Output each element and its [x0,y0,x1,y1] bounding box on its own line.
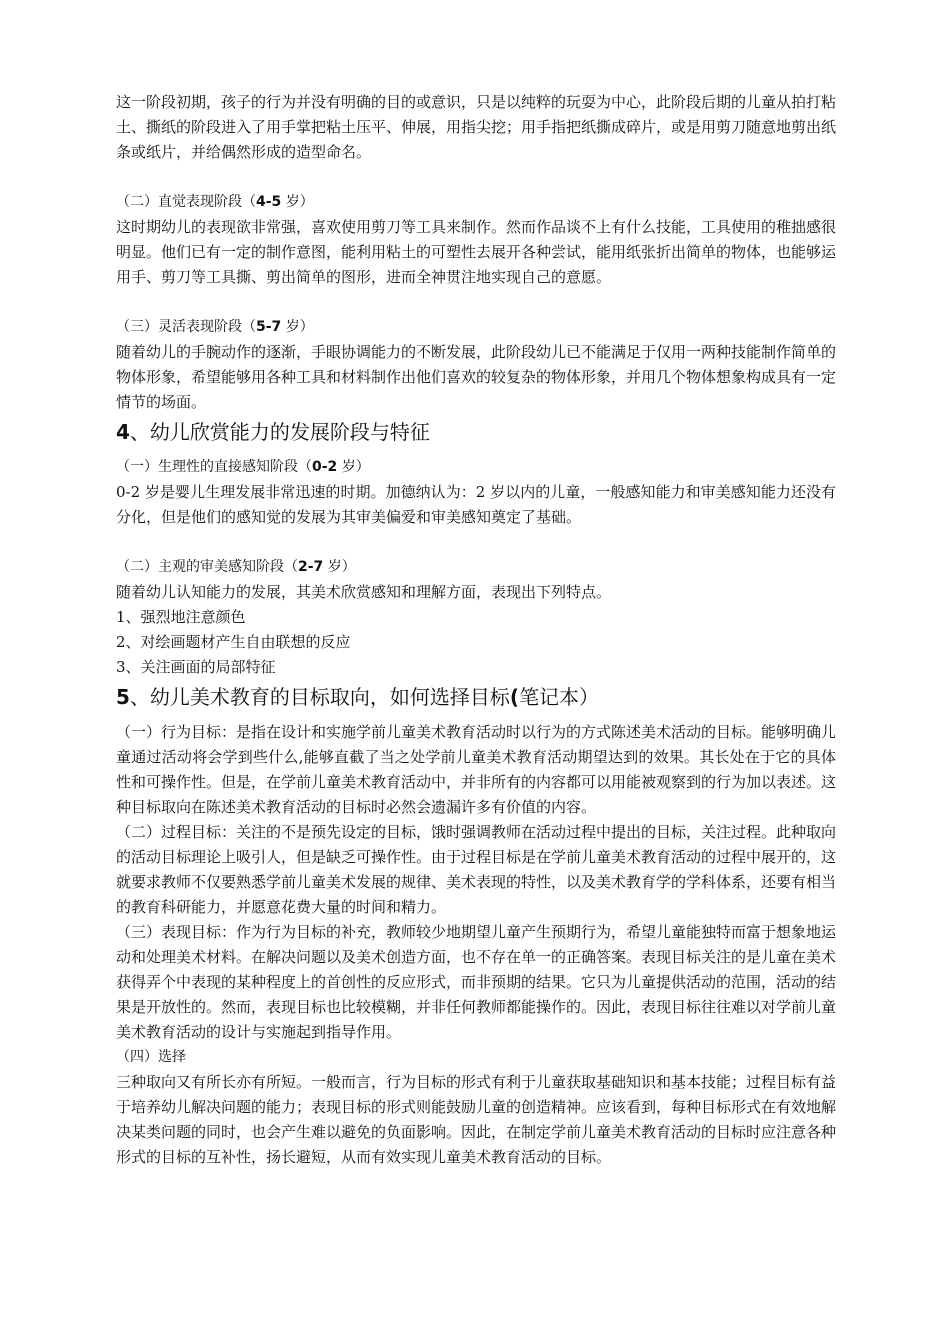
section4-sub2-heading-suffix: 岁） [323,559,356,575]
stage3-body: 随着幼儿的手腕动作的逐渐，手眼协调能力的不断发展，此阶段幼儿已不能满足于仅用一两种技能制作简单的物体形象，希望能够用各种工具和材料制作出他们喜欢的较复杂的物体形象，并用几个物体想象构成具有一定情节的场面。 [116,343,837,411]
section4-sub1-heading [116,455,836,480]
section5-behavior-goal: （一）行为目标：是指在设计和实施学前儿童美术教育活动时以行为的方式陈述美术活动的目标。能够明确儿童通过活动将会学到些什么,能够直截了当之处学前儿童美术教育活动期望达到的效果。其长处在于它的具体性和可操作性。但是，在学前儿童美术教育活动中，并非所有的内容都可以用能被观察到的行为加以表述。这种目标取向在陈述美术教育活动的目标时必然会遗漏许多有价值的内容。 [116,723,837,816]
intro-paragraph: 这一阶段初期，孩子的行为并没有明确的目的或意识，只是以纯粹的玩耍为中心，此阶段后期的儿童从拍打粘土、撕纸的阶段进入了用手掌把粘土压平、伸展，用指尖挖；用手指把纸撕成碎片，或是用剪刀随意地剪出纸条或纸片，并给偶然形成的造型命名。 [116,93,837,161]
stage3-heading-suffix: 岁） [281,319,314,335]
section4-sub1-heading-prefix: （一）生理性的直接感知阶段（ [116,459,312,475]
list-item: 3、关注画面的局部特征 [116,658,276,676]
spacer [116,530,836,555]
section4-title-text: 、幼儿欣赏能力的发展阶段与特征 [129,420,430,444]
stage3-heading-prefix: （三）灵活表现阶段（ [116,319,256,335]
section4-number: 4 [116,420,130,444]
section5-choice-body: 三种取向又有所长亦有所短。一般而言，行为目标的形式有利于儿童获取基础知识和基本技能；过程目标有益于培养幼儿解决问题的能力；表现目标的形式则能鼓励儿童的创造精神。应该看到，每种目标形式在有效地解决某类问题的同时，也会产生难以避免的负面影响。因此，在制定学前儿童美术教育活动的目标时应注意各种形式的目标的互补性，扬长避短，从而有效实现儿童美术教育活动的目标。 [116,1073,837,1166]
stage3-heading [116,315,836,340]
section4-title [116,415,836,449]
section5-title [116,680,836,714]
stage3-heading-age: 5-7 [256,319,282,335]
stage2-heading-age: 4-5 [256,194,282,210]
section4-sub1-heading-suffix: 岁） [337,459,370,475]
section5-number: 5 [116,685,130,709]
stage2-heading [116,190,836,215]
spacer [116,165,836,190]
section4-sub2-body: 随着幼儿认知能力的发展，其美术欣赏感知和理解方面，表现出下列特点。 [116,583,612,601]
section4-sub2-heading [116,555,836,580]
section5-title-tail: 笔记本） [519,685,600,709]
section5-title-text: 、幼儿美术教育的目标取向，如何选择目标 [129,685,510,709]
stage2-heading-suffix: 岁） [281,194,314,210]
section4-sub2-heading-age: 2-7 [298,559,324,575]
section5-choice-heading: （四）选择 [116,1049,186,1065]
section5-title-paren: ( [509,685,520,709]
spacer [116,290,836,315]
list-item: 1、强烈地注意颜色 [116,608,246,626]
stage2-heading-prefix: （二）直觉表现阶段（ [116,194,256,210]
section4-sub1-body: 0-2 岁是婴儿生理发展非常迅速的时期。加德纳认为：2 岁以内的儿童，一般感知能力和审美感知能力还没有分化，但是他们的感知觉的发展为其审美偏爱和审美感知奠定了基础。 [116,483,836,526]
section5-process-goal: （二）过程目标：关注的不是预先设定的目标，饿时强调教师在活动过程中提出的目标，关注过程。此种取向的活动目标理论上吸引人，但是缺乏可操作性。由于过程目标是在学前儿童美术教育活动的过程中展开的，这就要求教师不仅要熟悉学前儿童美术发展的规律、美术表现的特性，以及美术教育学的学科体系，还要有相当的教育科研能力，并愿意花费大量的时间和精力。 [116,823,837,916]
section4-sub2-heading-prefix: （二）主观的审美感知阶段（ [116,559,298,575]
document-page [116,90,836,1170]
list-item: 2、对绘画题材产生自由联想的反应 [116,633,351,651]
stage2-body: 这时期幼儿的表现欲非常强，喜欢使用剪刀等工具来制作。然而作品谈不上有什么技能，工具使用的稚拙感很明显。他们已有一定的制作意图，能利用粘土的可塑性去展开各种尝试，能用纸张折出简单的物体，也能够运用手、剪刀等工具撕、剪出简单的图形，进而全神贯注地实现自己的意愿。 [116,218,837,286]
section5-expressive-goal: （三）表现目标：作为行为目标的补充，教师较少地期望儿童产生预期行为，希望儿童能独特而富于想象地运动和处理美术材料。在解决问题以及美术创造方面，也不存在单一的正确答案。表现目标关注的是儿童在美术获得弄个中表现的某种程度上的首创性的反应形式，而非预期的结果。它只为儿童提供活动的范围，活动的结果是开放性的。然而，表现目标也比较模糊，并非任何教师都能操作的。因此，表现目标往往难以对学前儿童美术教育活动的设计与实施起到指导作用。 [116,923,837,1041]
feature-list [116,605,836,680]
section4-sub1-heading-age: 0-2 [312,459,338,475]
